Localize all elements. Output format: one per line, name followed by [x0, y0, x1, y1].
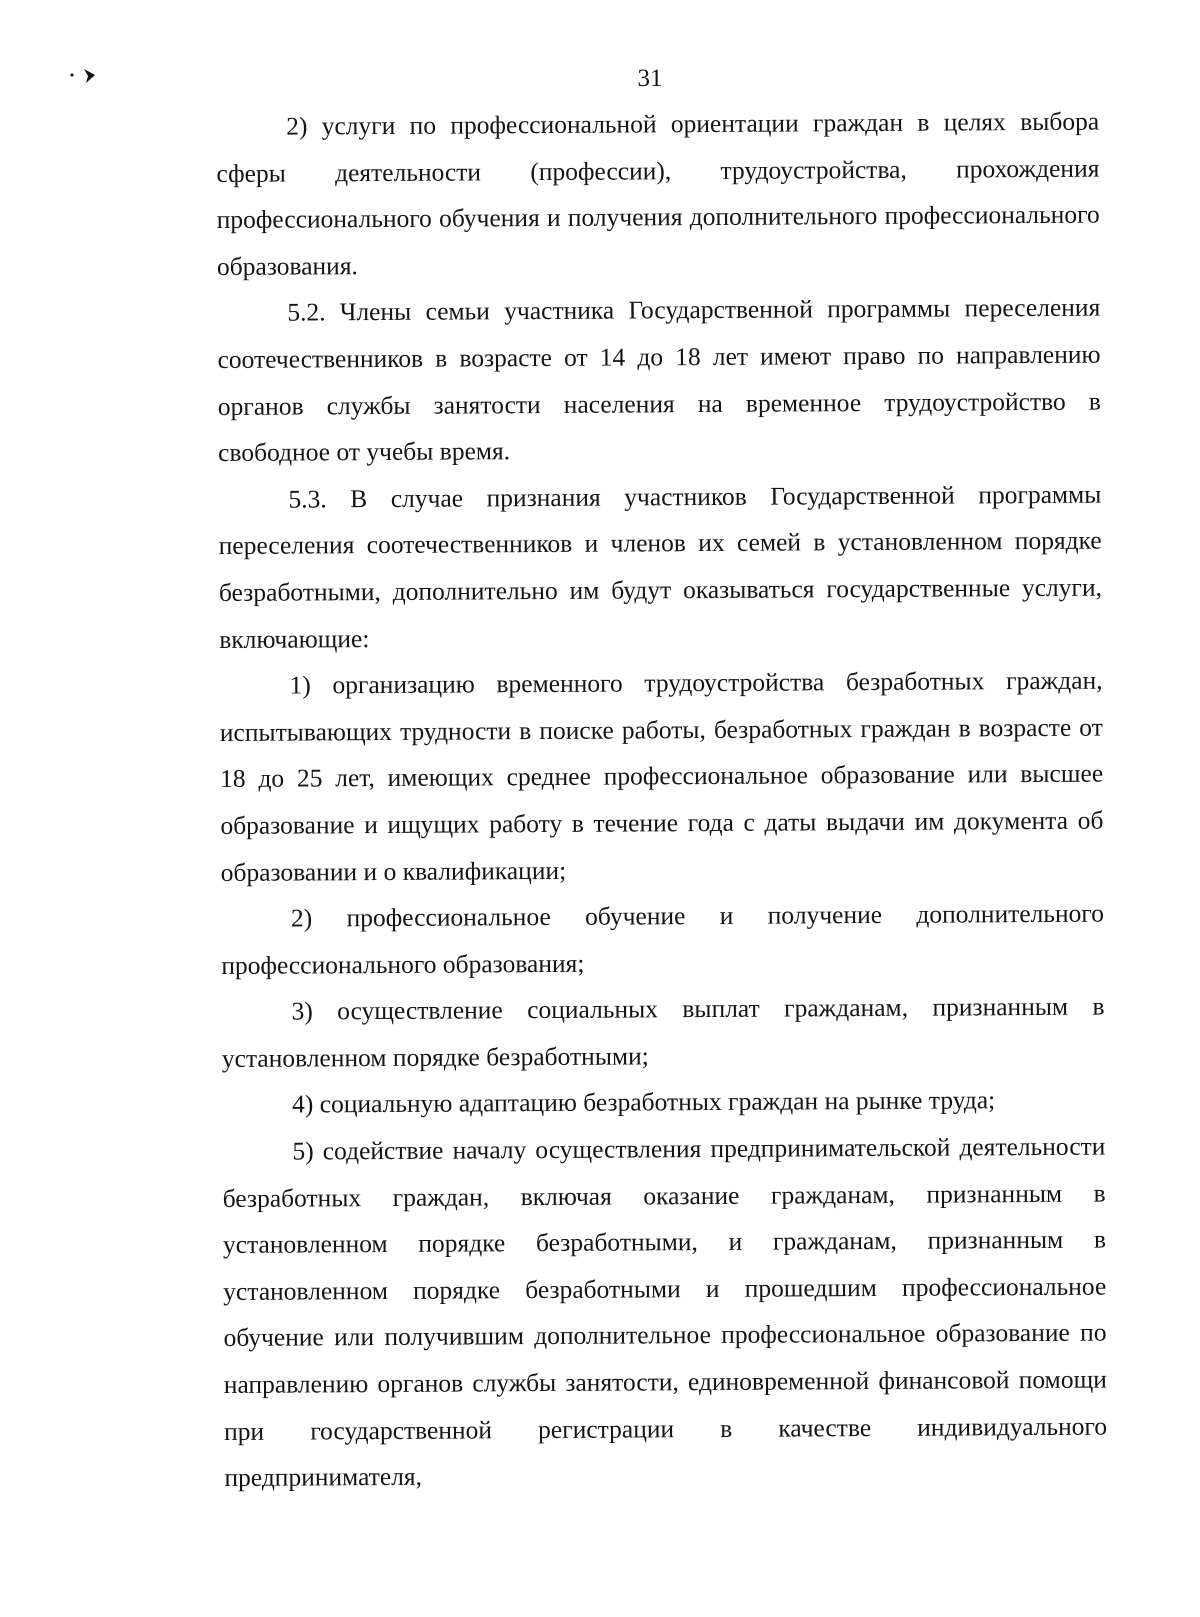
- list-item-1-temporary-employment: 1) организацию временного трудоустройства безработных граждан, испытывающих трудности в поиске работы, безработных граждан в возрасте от 18 до 25 лет, имеющих среднее профессиональное образование или высшее образование и ищущих работу в течение года с даты выдачи им документа об образовании и о квалификации;: [219, 665, 1104, 887]
- document-body: [216, 99, 1108, 1502]
- paragraph-service-career-guidance: 2) услуги по профессиональной ориентации граждан в целях выбора сферы деятельности (профессии), трудоустройства, прохождения профессионального обучения и получения дополнительного профессионального образования.: [216, 106, 1100, 281]
- list-item-3-social-payments: 3) осуществление социальных выплат гражданам, признанным в установленном порядке безработными;: [221, 991, 1105, 1073]
- paragraph-5-3-unemployed: 5.3. В случае признания участников Государственной программы переселения соотечественников и членов их семей в установленном порядке безработными, дополнительно им будут оказываться государственные услуги, включающие:: [218, 479, 1103, 654]
- list-item-2-professional-training: 2) профессиональное обучение и получение дополнительного профессионального образования;: [221, 898, 1105, 980]
- list-item-4-social-adaptation: 4) социальную адаптацию безработных граждан на рынке труда;: [292, 1085, 996, 1120]
- list-item-5-entrepreneurship-support: 5) содействие началу осуществления предпринимательской деятельности безработных граждан, включая оказание гражданам, признанным в установленном порядке безработными, и гражданам, признанным в установленном порядке безработными и прошедшим профессиональное обучение или получившим дополнительное профессиональное образование по направлению органов службы занятости, единовременной финансовой помощи при государственной регистрации в качестве индивидуального предпринимателя,: [222, 1131, 1108, 1493]
- page-number: 31: [637, 65, 663, 92]
- paragraph-5-2-family-members: 5.2. Члены семьи участника Государственной программы переселения соотечественников в возрасте от 14 до 18 лет имеют право по направлению органов службы занятости населения на временное трудоустройство в свободное от учебы время.: [217, 292, 1101, 468]
